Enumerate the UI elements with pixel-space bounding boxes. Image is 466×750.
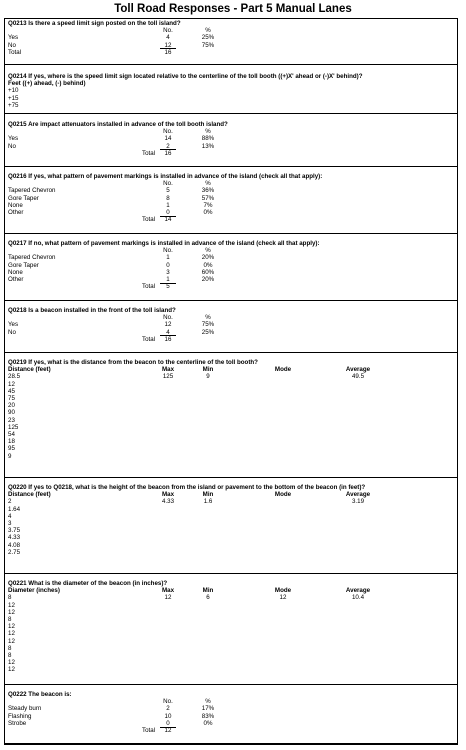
- question-text: Q0219 If yes, what is the distance from the beacon to the centerline of the toll booth?: [8, 359, 258, 366]
- stat-max: 4.33: [161, 498, 175, 506]
- row-label: Gore Taper: [8, 194, 39, 202]
- total-label: Total: [142, 727, 156, 734]
- row-label: Strobe: [8, 719, 27, 727]
- row-percent: 20%: [201, 254, 215, 262]
- section-divider: [4, 233, 458, 234]
- stat-average: 3.19: [351, 498, 365, 506]
- row-percent: 0%: [203, 719, 213, 727]
- value-row: +10: [8, 87, 19, 95]
- column-header-pct: %: [205, 698, 211, 706]
- stat-min: 6: [206, 594, 210, 602]
- column-header-mode: Mode: [274, 491, 292, 499]
- stat-min: 9: [206, 373, 210, 381]
- value-row: 45: [8, 387, 15, 395]
- value-row: 28.5: [8, 373, 21, 381]
- section-divider: [4, 113, 458, 114]
- question-text: Q0217 If no, what pattern of pavement markings is installed in advance of the island (check all that apply):: [8, 240, 320, 247]
- total-label: Total: [142, 149, 156, 157]
- value-row: 4.33: [8, 534, 21, 542]
- row-percent: 7%: [203, 201, 213, 209]
- value-row: 8: [8, 644, 12, 652]
- row-percent: 36%: [201, 187, 215, 195]
- column-underline: [160, 727, 176, 728]
- row-count: 12: [164, 41, 172, 49]
- stat-average: 10.4: [351, 594, 365, 602]
- row-percent: 0%: [203, 209, 213, 216]
- value-row: 18: [8, 438, 15, 446]
- stat-min: 1.6: [203, 498, 213, 506]
- row-percent: 57%: [201, 194, 215, 202]
- total-count: 14: [164, 216, 172, 224]
- value-row: 12: [8, 659, 15, 667]
- row-label: Flashing: [8, 712, 32, 720]
- column-header-mode: Mode: [274, 587, 292, 595]
- value-row: 4: [8, 512, 12, 520]
- section-divider: [4, 166, 458, 167]
- row-percent: 83%: [201, 712, 215, 720]
- value-row: 1.64: [8, 505, 21, 513]
- question-text: Q0222 The beacon is:: [8, 691, 72, 698]
- value-row: 12: [8, 601, 15, 609]
- row-label: No: [8, 142, 16, 150]
- row-label: None: [8, 268, 23, 276]
- column-header-no: No.: [163, 314, 173, 322]
- row-label: No: [8, 41, 16, 49]
- value-row: 8: [8, 594, 12, 602]
- row-label: Yes: [8, 321, 19, 329]
- column-header-no: No.: [163, 27, 173, 35]
- value-row: 125: [8, 423, 19, 431]
- row-label: Yes: [8, 135, 19, 143]
- section-divider: [4, 684, 458, 685]
- row-count: 2: [166, 142, 170, 150]
- question-text: Q0213 Is there a speed limit sign posted on the toll island?: [8, 20, 181, 27]
- column-header-label: Distance (feet): [8, 366, 51, 374]
- column-header-average: Average: [345, 587, 371, 595]
- value-row: 20: [8, 402, 15, 410]
- total-label: Total: [142, 335, 156, 343]
- column-header-pct: %: [205, 128, 211, 136]
- row-label: Steady burn: [8, 705, 42, 713]
- column-header-no: No.: [163, 180, 173, 188]
- question-text: Q0214 If yes, where is the speed limit sign located relative to the centerline of the toll booth ((+)X' ahead or (-)X' behind)?: [8, 73, 363, 80]
- column-header-min: Min: [202, 366, 214, 374]
- row-count: 14: [164, 135, 172, 143]
- value-row: 12: [8, 630, 15, 638]
- row-label: Gore Taper: [8, 261, 39, 269]
- total-count: 16: [164, 149, 172, 157]
- stat-mode: 12: [279, 594, 287, 602]
- value-row: 54: [8, 431, 15, 438]
- stat-max: 12: [164, 594, 172, 602]
- column-header-average: Average: [345, 491, 371, 499]
- total-count: 16: [164, 48, 172, 56]
- row-count: 3: [166, 268, 170, 276]
- value-row: 23: [8, 416, 15, 424]
- column-header-min: Min: [202, 587, 214, 595]
- column-header-pct: %: [205, 27, 211, 35]
- value-row: 12: [8, 380, 15, 388]
- value-row: 75: [8, 395, 15, 402]
- question-text: Q0218 Is a beacon installed in the front of the toll island?: [8, 307, 176, 314]
- column-header-no: No.: [163, 247, 173, 255]
- column-header-pct: %: [205, 314, 211, 322]
- value-row: 8: [8, 652, 12, 659]
- total-label: Total: [8, 48, 22, 56]
- total-count: 16: [164, 335, 172, 343]
- row-label: Tapered Chevron: [8, 187, 56, 195]
- section-divider: [4, 64, 458, 65]
- value-row: 12: [8, 666, 15, 674]
- row-count: 10: [164, 712, 172, 720]
- section-divider: [4, 477, 458, 478]
- total-label: Total: [142, 216, 156, 224]
- row-percent: 25%: [201, 34, 215, 42]
- row-label: Tapered Chevron: [8, 254, 56, 262]
- row-label: Other: [8, 209, 24, 216]
- section-divider: [4, 352, 458, 353]
- column-underline: [160, 48, 176, 49]
- value-row: 12: [8, 608, 15, 616]
- page-title: Toll Road Responses - Part 5 Manual Lanes: [114, 3, 352, 15]
- row-percent: 88%: [201, 135, 215, 143]
- stat-max: 125: [162, 373, 174, 381]
- row-label: Yes: [8, 34, 19, 42]
- value-row: 3: [8, 520, 12, 527]
- stat-average: 49.5: [351, 373, 365, 381]
- column-header-pct: %: [205, 247, 211, 255]
- value-row: +75: [8, 101, 19, 109]
- value-row: 90: [8, 409, 15, 417]
- row-count: 0: [166, 261, 170, 269]
- row-count: 0: [166, 209, 170, 216]
- column-underline: [160, 149, 176, 150]
- row-count: 1: [166, 276, 170, 283]
- section-divider: [4, 300, 458, 301]
- column-header-no: No.: [163, 128, 173, 136]
- column-header-label: Distance (feet): [8, 491, 51, 499]
- row-count: 0: [166, 719, 170, 727]
- column-header-label: Diameter (inches): [8, 587, 60, 595]
- row-count: 2: [166, 705, 170, 713]
- column-header-max: Max: [161, 491, 175, 499]
- question-text: Q0221 What is the diameter of the beacon (in inches)?: [8, 580, 168, 587]
- total-count: 5: [166, 283, 170, 291]
- column-header-average: Average: [345, 366, 371, 374]
- row-percent: 0%: [203, 261, 213, 269]
- row-label: None: [8, 201, 23, 209]
- row-percent: 60%: [201, 268, 215, 276]
- value-row: 8: [8, 616, 12, 623]
- row-count: 1: [166, 201, 170, 209]
- column-header-mode: Mode: [274, 366, 292, 374]
- column-header-no: No.: [163, 698, 173, 706]
- row-count: 1: [166, 254, 170, 262]
- total-count: 12: [164, 727, 172, 734]
- column-underline: [160, 216, 176, 217]
- row-label: No: [8, 328, 16, 336]
- column-underline: [160, 335, 176, 336]
- value-row: 95: [8, 445, 15, 453]
- value-row: +15: [8, 94, 19, 102]
- row-percent: 75%: [201, 41, 215, 49]
- column-underline: [160, 283, 176, 284]
- value-row: 12: [8, 637, 15, 645]
- row-count: 8: [166, 194, 170, 202]
- value-row: 4.08: [8, 541, 21, 549]
- question-text: Q0215 Are impact attenuators installed in advance of the toll booth island?: [8, 121, 228, 128]
- column-header-min: Min: [202, 491, 214, 499]
- value-row: 3.75: [8, 527, 21, 535]
- section-divider: [4, 744, 458, 745]
- column-header-pct: %: [205, 180, 211, 188]
- column-header-feet: Feet ((+) ahead, (-) behind): [8, 80, 86, 88]
- row-count: 5: [166, 187, 170, 195]
- question-text: Q0220 If yes to Q0218, what is the height of the beacon from the island or pavement to the bottom of the beacon (in feet)?: [8, 484, 366, 491]
- value-row: 2.75: [8, 548, 21, 556]
- row-count: 4: [166, 328, 170, 336]
- column-header-max: Max: [161, 587, 175, 595]
- total-label: Total: [142, 283, 156, 291]
- value-row: 9: [8, 452, 12, 460]
- row-percent: 75%: [201, 321, 215, 329]
- row-label: Other: [8, 276, 24, 283]
- value-row: 2: [8, 498, 12, 506]
- row-percent: 17%: [201, 705, 215, 713]
- question-text: Q0216 If yes, what pattern of pavement markings is installed in advance of the island (check all that apply):: [8, 173, 323, 180]
- section-divider: [4, 573, 458, 574]
- row-count: 4: [166, 34, 170, 42]
- row-percent: 20%: [201, 276, 215, 283]
- value-row: 12: [8, 623, 15, 631]
- row-percent: 13%: [201, 142, 215, 150]
- row-percent: 25%: [201, 328, 215, 336]
- row-count: 12: [164, 321, 172, 329]
- column-header-max: Max: [161, 366, 175, 374]
